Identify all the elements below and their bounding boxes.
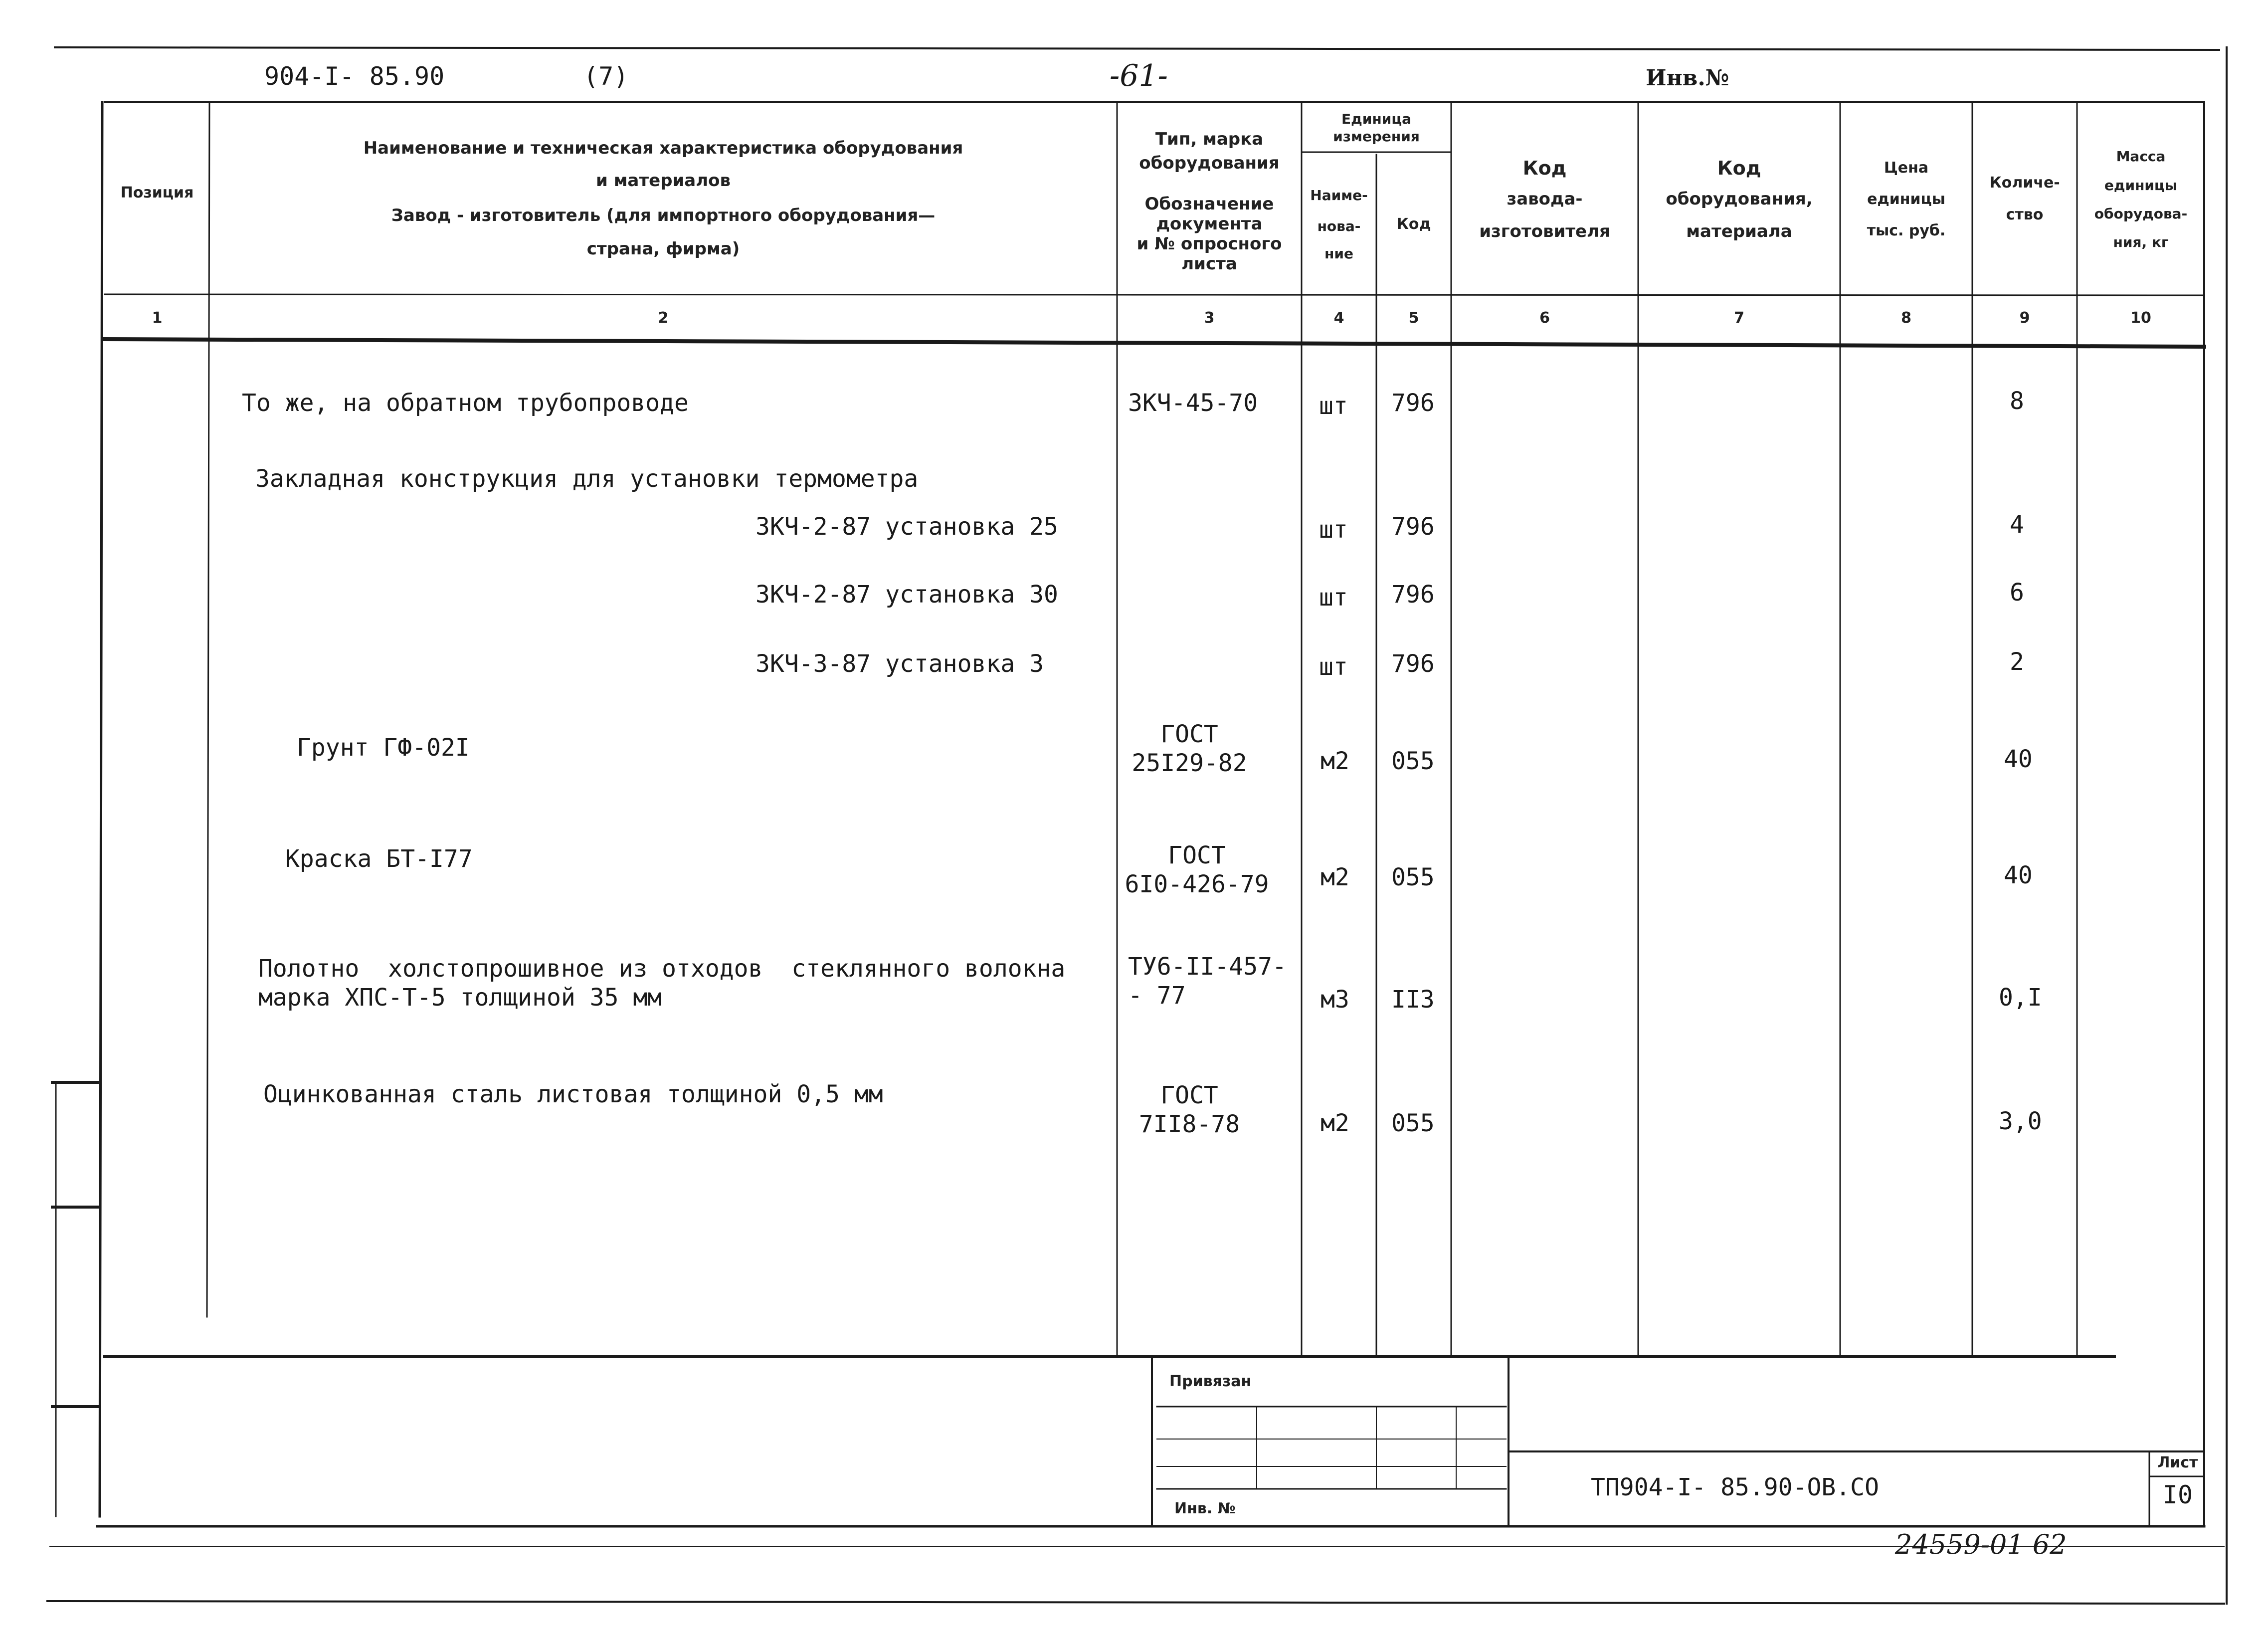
header-name-line1: Наименование и техническая характеристика оборудования: [363, 138, 963, 158]
row-4-unit: шт: [1319, 653, 1348, 681]
sheet-part: (7): [583, 62, 629, 91]
header-maker-code-3: изготовителя: [1479, 221, 1610, 241]
header-type-line2: оборудования: [1139, 153, 1280, 173]
row-6-code: 055: [1391, 863, 1435, 891]
row-2-qty: 4: [2010, 511, 2024, 539]
header-price-2: единицы: [1867, 191, 1945, 208]
row-3-unit: шт: [1319, 584, 1348, 612]
row-6-name: Краска БТ-I77: [285, 845, 473, 873]
row-6-doc: ГОСТ 6I0-426-79: [1125, 841, 1269, 898]
stamp-sheet-value: I0: [2162, 1480, 2193, 1509]
row-5-unit: м2: [1321, 747, 1349, 775]
row-7-doc: ТУ6-II-457- - 77: [1128, 953, 1287, 1010]
header-equip-code-2: оборудования,: [1666, 189, 1813, 209]
header-mass-1: Масса: [2116, 148, 2166, 165]
header-unit-name-3: ние: [1324, 245, 1353, 262]
header-unit-line2: измерения: [1333, 128, 1420, 145]
header-type-line4: документа: [1156, 214, 1263, 234]
row-1-name: Закладная конструкция для установки термометра: [255, 465, 919, 493]
header-qty-2: ство: [2006, 206, 2044, 223]
row-4-name: ЗКЧ-3-87 установка 3: [756, 650, 1044, 678]
header-unit-code: Код: [1396, 215, 1431, 233]
header-price-1: Цена: [1884, 159, 1929, 177]
row-5-code: 055: [1391, 747, 1435, 775]
col-number-2: 2: [658, 309, 669, 327]
row-7-code: II3: [1391, 986, 1435, 1014]
header-name-line2: и материалов: [595, 171, 731, 191]
row-2-unit: шт: [1319, 516, 1348, 544]
col-number-1: 1: [152, 309, 163, 327]
row-7-name: Полотно холстопрошивное из отходов стеклянного волокна марка ХПС-Т-5 толщиной 35 мм: [258, 955, 1066, 1012]
row-4-qty: 2: [2010, 648, 2024, 676]
stamp-sheet-label: Лист: [2157, 1454, 2198, 1471]
row-0-name: То же, на обратном трубопроводе: [242, 389, 689, 417]
row-0-code: 796: [1391, 389, 1435, 417]
row-2-code: 796: [1391, 513, 1435, 541]
header-type-line5: и № опросного: [1136, 234, 1282, 254]
col-number-7: 7: [1734, 309, 1744, 327]
row-2-name: ЗКЧ-2-87 установка 25: [756, 513, 1058, 541]
header-unit-name-1: Наиме-: [1310, 187, 1368, 204]
row-5-doc: ГОСТ 25I29-82: [1132, 720, 1247, 777]
stamp-bound-label: Привязан: [1169, 1373, 1252, 1390]
row-4-code: 796: [1391, 650, 1435, 678]
row-6-unit: м2: [1321, 863, 1349, 891]
row-8-unit: м2: [1321, 1109, 1349, 1137]
row-7-qty: 0,I: [1999, 984, 2042, 1012]
col-number-6: 6: [1539, 309, 1550, 327]
header-equip-code-1: Код: [1717, 157, 1761, 179]
header-mass-3: оборудова-: [2094, 206, 2188, 222]
row-3-name: ЗКЧ-2-87 установка 30: [756, 581, 1058, 609]
header-type-line3: Обозначение: [1144, 194, 1274, 214]
header-unit-line1: Единица: [1341, 111, 1411, 127]
col-number-5: 5: [1408, 309, 1419, 327]
header-position: Позиция: [120, 184, 194, 202]
row-8-name: Оцинкованная сталь листовая толщиной 0,5 мм: [263, 1080, 883, 1108]
header-mass-4: ния, кг: [2113, 234, 2169, 250]
row-7-unit: м3: [1321, 986, 1349, 1014]
stamp-doc-code: ТП904-I- 85.90-ОВ.СО: [1591, 1473, 1879, 1501]
row-5-qty: 40: [2004, 745, 2033, 773]
col-number-8: 8: [1901, 309, 1911, 327]
row-8-qty: 3,0: [1999, 1107, 2042, 1135]
stamp-inv-label: Инв. №: [1174, 1500, 1236, 1517]
row-0-doc: ЗКЧ-45-70: [1128, 389, 1258, 417]
col-number-4: 4: [1333, 309, 1344, 327]
header-maker-code-1: Код: [1522, 157, 1567, 179]
header-type-line6: листа: [1181, 254, 1237, 274]
header-type-line1: Тип, марка: [1155, 129, 1264, 149]
row-3-qty: 6: [2010, 579, 2024, 607]
inventory-label: Инв.№: [1646, 65, 1729, 91]
header-name-line4: страна, фирма): [586, 239, 740, 259]
col-number-10: 10: [2130, 309, 2151, 327]
header-equip-code-3: материала: [1686, 221, 1792, 241]
header-maker-code-2: завода-: [1507, 189, 1583, 209]
header-qty-1: Количе-: [1989, 174, 2060, 192]
col-number-9: 9: [2019, 309, 2030, 327]
col-number-3: 3: [1204, 309, 1215, 327]
doc-number: 904-I- 85.90: [264, 62, 445, 91]
handwritten-archive-number: 24559-01 62: [1895, 1529, 2067, 1560]
row-8-doc: ГОСТ 7II8-78: [1138, 1081, 1240, 1138]
row-6-qty: 40: [2004, 861, 2033, 889]
row-0-unit: шт: [1319, 392, 1348, 420]
row-3-code: 796: [1391, 581, 1435, 609]
header-name-line3: Завод - изготовитель (для импортного оборудования—: [391, 206, 936, 225]
row-5-name: Грунт ГФ-02I: [297, 734, 470, 762]
header-unit-name-2: нова-: [1317, 218, 1361, 234]
row-0-qty: 8: [2010, 387, 2024, 415]
header-mass-2: единицы: [2104, 177, 2178, 194]
header-price-3: тыс. руб.: [1867, 222, 1946, 239]
page-number: -61-: [1110, 58, 1168, 93]
row-8-code: 055: [1391, 1109, 1435, 1137]
